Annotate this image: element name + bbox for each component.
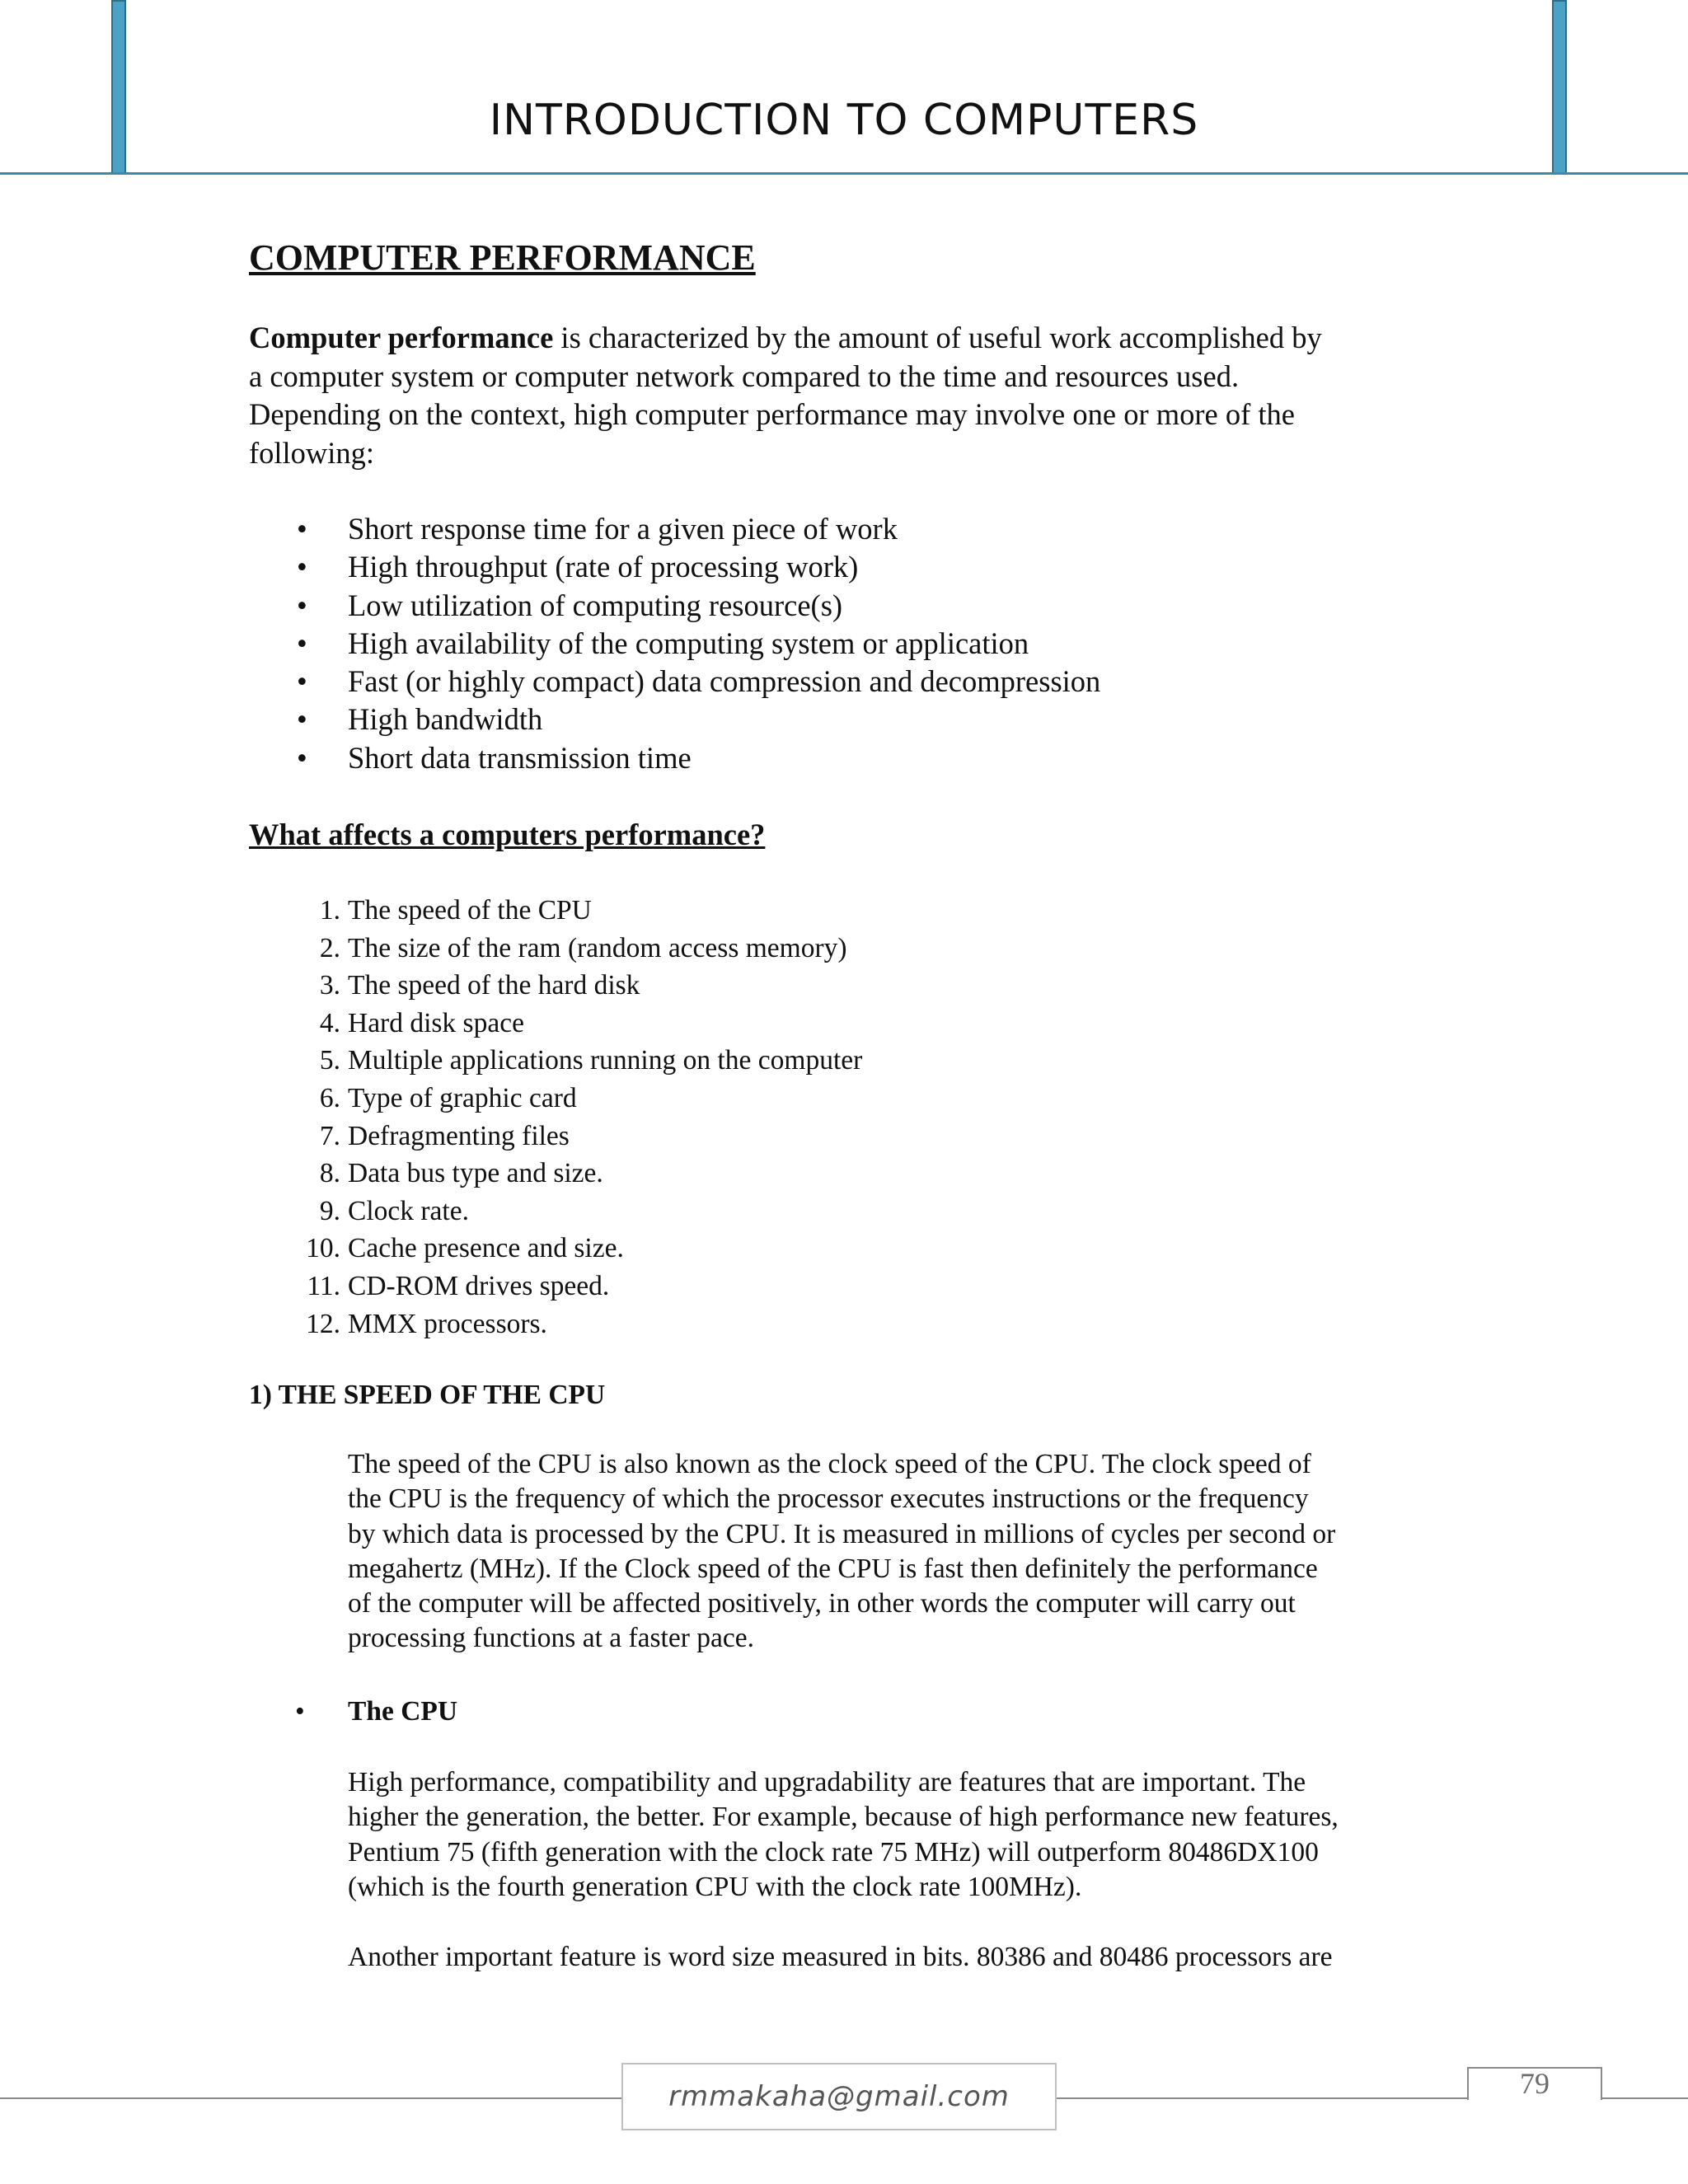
intro-paragraph xyxy=(249,319,1485,472)
paragraph-line: High performance, compatibility and upgradability are features that are important. The xyxy=(348,1767,1306,1797)
paragraph-line: Another important feature is word size measured in bits. 80386 and 80486 processors are xyxy=(348,1942,1333,1972)
item-number: 11. xyxy=(307,1270,340,1301)
paragraph-line: higher the generation, the better. For example, because of high performance new features, xyxy=(348,1802,1339,1833)
item-number: 3. xyxy=(319,970,340,1001)
intro-line-1-rest: is characterized by the amount of useful work accomplished by xyxy=(553,321,1322,354)
header-rule xyxy=(0,172,1688,175)
intro-bold-term: Computer performance xyxy=(249,321,554,354)
item-text: Cache presence and size. xyxy=(348,1233,624,1264)
list-item: • High throughput (rate of processing work) xyxy=(297,548,1100,586)
sub-bullet-label: The CPU xyxy=(348,1696,458,1727)
paragraph-line: (which is the fourth generation CPU with the clock rate 100MHz). xyxy=(348,1871,1082,1902)
intro-line-4: following: xyxy=(249,435,375,470)
item-text: The size of the ram (random access memory) xyxy=(348,932,847,963)
item-number: 2. xyxy=(319,932,340,963)
paragraph-line: by which data is processed by the CPU. It is measured in millions of cycles per second or xyxy=(348,1518,1336,1549)
footer-email: rmmakaha@gmail.com xyxy=(621,2063,1057,2130)
list-item xyxy=(293,1080,862,1118)
affects-numbered-list xyxy=(293,892,862,1343)
intro-line-2: a computer system or computer network compared to the time and resources used. xyxy=(249,359,1240,393)
item-text: The speed of the CPU xyxy=(348,895,592,926)
paragraph-line: processing functions at a faster pace. xyxy=(348,1623,754,1654)
item-text: The speed of the hard disk xyxy=(348,970,640,1001)
header-bar-left xyxy=(111,0,126,175)
list-item: • Fast (or highly compact) data compression and decompression xyxy=(297,663,1100,701)
cpu-speed-paragraph xyxy=(348,1447,1502,1657)
section-title: COMPUTER PERFORMANCE xyxy=(249,237,756,278)
list-item xyxy=(293,1268,862,1305)
item-text: Hard disk space xyxy=(348,1007,524,1038)
page-header-title: INTRODUCTION TO COMPUTERS xyxy=(489,96,1199,145)
page-number: 79 xyxy=(1467,2067,1602,2100)
list-item xyxy=(293,1005,862,1043)
paragraph-line: Pentium 75 (fifth generation with the clock rate 75 MHz) will outperform 80486DX100 xyxy=(348,1836,1319,1868)
cpu-features-paragraph xyxy=(348,1765,1502,1905)
list-item xyxy=(293,1230,862,1268)
list-item: • Short data transmission time xyxy=(297,739,1100,777)
item-number: 1. xyxy=(319,895,340,926)
item-number: 12. xyxy=(306,1308,340,1339)
footer-rule-middle xyxy=(1057,2097,1469,2099)
item-text: CD-ROM drives speed. xyxy=(348,1270,610,1301)
item-text: Clock rate. xyxy=(348,1195,469,1226)
list-item xyxy=(293,1042,862,1080)
item-number: 10. xyxy=(306,1233,340,1264)
item-number: 4. xyxy=(319,1007,340,1038)
list-item xyxy=(293,967,862,1005)
intro-line-1 xyxy=(249,319,1485,358)
item-text: Data bus type and size. xyxy=(348,1158,603,1189)
item-text: Type of graphic card xyxy=(348,1082,577,1113)
list-item xyxy=(293,1193,862,1230)
paragraph-line: The speed of the CPU is also known as the clock speed of the CPU. The clock speed of xyxy=(348,1449,1311,1479)
cpu-speed-heading: 1) THE SPEED OF THE CPU xyxy=(249,1380,606,1410)
list-item: • Low utilization of computing resource(s) xyxy=(297,587,1100,625)
item-number: 7. xyxy=(319,1120,340,1151)
item-number: 9. xyxy=(319,1195,340,1226)
word-size-paragraph xyxy=(348,1940,1502,1975)
affects-heading: What affects a computers performance? xyxy=(249,818,766,851)
item-text: Defragmenting files xyxy=(348,1120,570,1151)
list-item: • High bandwidth xyxy=(297,701,1100,738)
item-number: 8. xyxy=(319,1158,340,1189)
intro-line-3: Depending on the context, high computer performance may involve one or more of the xyxy=(249,397,1295,431)
item-number: 6. xyxy=(319,1082,340,1113)
paragraph-line: of the computer will be affected positively, in other words the computer will carry out xyxy=(348,1588,1296,1619)
footer-rule-left xyxy=(0,2097,622,2099)
list-item: • Short response time for a given piece of work xyxy=(297,510,1100,548)
list-item xyxy=(293,1305,862,1343)
item-text: Multiple applications running on the computer xyxy=(348,1045,863,1076)
list-item xyxy=(293,1155,862,1193)
item-number: 5. xyxy=(319,1045,340,1076)
list-item xyxy=(293,892,862,930)
performance-bullet-list xyxy=(297,510,1100,777)
footer-rule-right xyxy=(1601,2097,1688,2099)
header-bar-right xyxy=(1552,0,1567,175)
paragraph-line: megahertz (MHz). If the Clock speed of the CPU is fast then definitely the performance xyxy=(348,1553,1318,1584)
bullet-dot: • xyxy=(295,1696,305,1727)
list-item xyxy=(293,1118,862,1155)
paragraph-line: the CPU is the frequency of which the processor executes instructions or the frequency xyxy=(348,1483,1309,1515)
list-item xyxy=(293,930,862,968)
list-item: • High availability of the computing system or application xyxy=(297,625,1100,663)
item-text: MMX processors. xyxy=(348,1308,547,1339)
